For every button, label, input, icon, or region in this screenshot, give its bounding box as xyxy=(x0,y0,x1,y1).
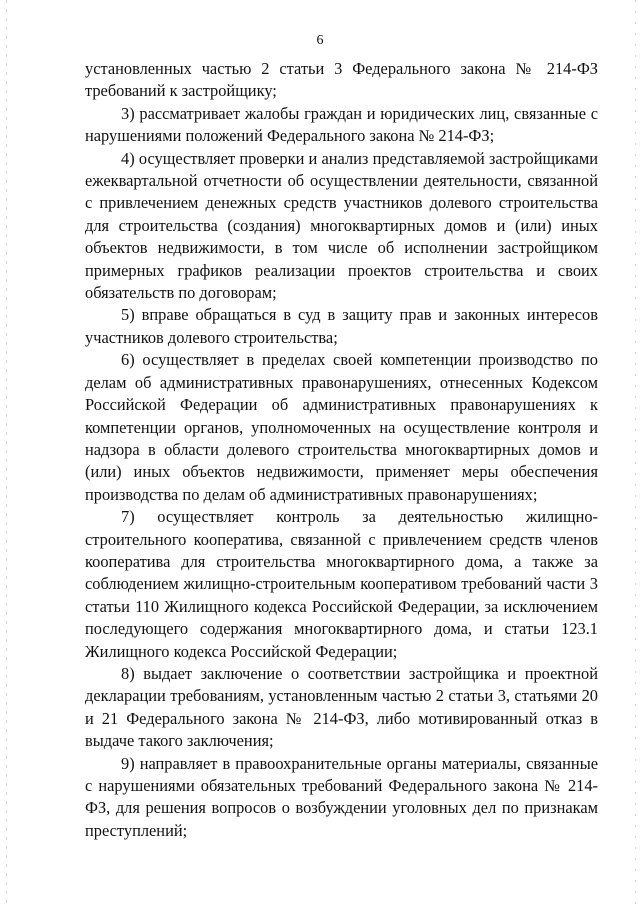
paragraph-item-7: 7) осуществляет контроль за деятельностью жилищно-строительного кооператива, связанной с привлечением средств членов кооператива для строительства многоквартирного дома, а также за соблюдением жилищно-строительным кооперативом требований части 3 статьи 110 Жилищного кодекса Российской Федерации, за исключением последующего содержания многоквартирного дома, и статьи 123.1 Жилищного кодекса Российской Федерации; xyxy=(85,507,598,661)
paragraph-item-5: 5) вправе обращаться в суд в защиту прав и законных интересов участников долевого строительства; xyxy=(85,305,598,347)
paragraph-continuation: установленных частью 2 статьи 3 Федерального закона № 214-ФЗ требований к застройщику; xyxy=(85,59,598,101)
paragraph-item-4: 4) осуществляет проверки и анализ представляемой застройщиками ежеквартальной отчетности об осуществлении деятельности, связанной с привлечением денежных средств участников долевого строительства для строительства (создания) многоквартирных домов и (или) иных объектов недвижимости, в том числе об исполнении застройщиком примерных графиков реализации проектов строительства и своих обязательств по договорам; xyxy=(85,148,598,303)
scan-edge-right xyxy=(635,0,636,905)
document-body xyxy=(85,58,598,842)
paragraph-item-6: 6) осуществляет в пределах своей компетенции производство по делам об административных правонарушениях, отнесенных Кодексом Российской Федерации об административных правонарушениях к компетенции органов, уполномоченных на осуществление контроля и надзора в области долевого строительства многоквартирных домов и (или) иных объектов недвижимости, применяет меры обеспечения производства по делам об административных правонарушениях; xyxy=(85,350,598,504)
paragraph-item-3: 3) рассматривает жалобы граждан и юридических лиц, связанные с нарушениями положений Федерального закона № 214-ФЗ; xyxy=(85,103,598,146)
page-number: 6 xyxy=(316,33,324,48)
paragraph-item-8: 8) выдает заключение о соответствии застройщика и проектной декларации требованиям, установленным частью 2 статьи 3, статьями 20 и 21 Федерального закона № 214-ФЗ, либо мотивированный отказ в выдаче такого заключения; xyxy=(85,663,598,751)
paragraph-item-9: 9) направляет в правоохранительные органы материалы, связанные с нарушениями обязательных требований Федерального закона № 214-ФЗ, для решения вопросов о возбуждении уголовных дел по признакам преступлений; xyxy=(85,753,598,840)
scan-edge-left xyxy=(6,0,7,905)
